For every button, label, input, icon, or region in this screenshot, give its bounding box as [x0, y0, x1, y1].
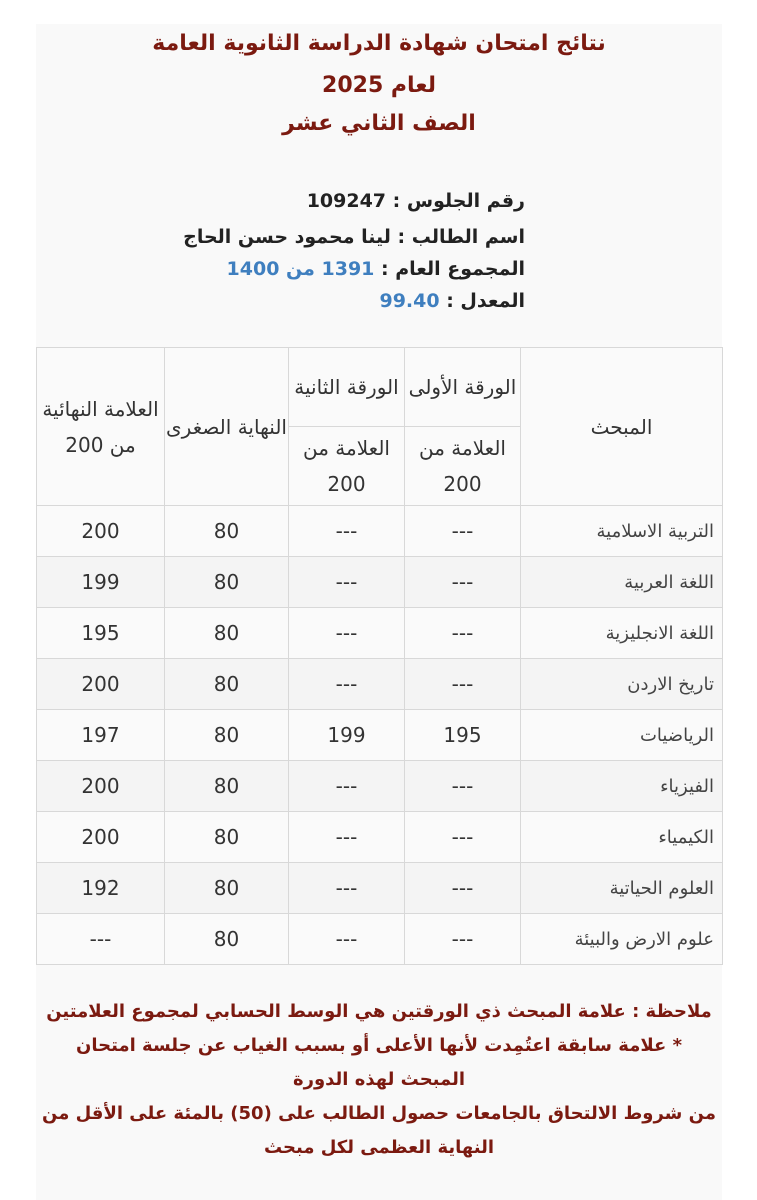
min-cell: 80 — [165, 761, 289, 812]
table-row — [37, 761, 723, 812]
subject-cell: العلوم الحياتية — [521, 863, 723, 914]
min-cell: 80 — [165, 914, 289, 965]
final-cell: 192 — [37, 863, 165, 914]
header-paper2: الورقة الثانية — [289, 348, 405, 427]
subject-cell: اللغة العربية — [521, 557, 723, 608]
header-paper1-sub: العلامة من 200 — [405, 427, 521, 506]
paper2-cell: --- — [289, 608, 405, 659]
total-row — [227, 258, 525, 280]
total-label: المجموع العام : — [381, 258, 525, 280]
min-cell: 80 — [165, 506, 289, 557]
notes-block — [36, 995, 722, 1165]
seat-number-row — [307, 190, 525, 212]
paper2-cell: --- — [289, 557, 405, 608]
paper1-cell: --- — [405, 557, 521, 608]
paper1-cell: --- — [405, 761, 521, 812]
final-cell: 197 — [37, 710, 165, 761]
results-table — [36, 347, 723, 965]
final-cell: 195 — [37, 608, 165, 659]
header-paper2-sub: العلامة من 200 — [289, 427, 405, 506]
table-row — [37, 506, 723, 557]
subject-cell: اللغة الانجليزية — [521, 608, 723, 659]
min-cell: 80 — [165, 659, 289, 710]
table-row — [37, 812, 723, 863]
paper2-cell: --- — [289, 659, 405, 710]
grade-title: الصف الثاني عشر — [282, 111, 476, 136]
note-line-2: * علامة سابقة اعتُمِدت لأنها الأعلى أو بسبب الغياب عن جلسة امتحان — [76, 1035, 682, 1056]
header-subject: المبحث — [521, 348, 723, 506]
final-cell: 199 — [37, 557, 165, 608]
student-name-label: اسم الطالب : — [397, 226, 525, 248]
header-final: العلامة النهائية من 200 — [37, 348, 165, 506]
paper1-cell: --- — [405, 608, 521, 659]
min-cell: 80 — [165, 863, 289, 914]
subject-cell: الفيزياء — [521, 761, 723, 812]
subject-cell: الكيمياء — [521, 812, 723, 863]
student-name-value: لينا محمود حسن الحاج — [183, 226, 391, 248]
seat-number-value: 109247 — [306, 190, 387, 212]
paper2-cell: --- — [289, 812, 405, 863]
final-cell: 200 — [37, 761, 165, 812]
paper1-cell: 195 — [405, 710, 521, 761]
table-row — [37, 659, 723, 710]
final-cell: --- — [37, 914, 165, 965]
note-line-5: النهاية العظمى لكل مبحث — [263, 1137, 495, 1158]
table-row — [37, 914, 723, 965]
subject-cell: علوم الارض والبيئة — [521, 914, 723, 965]
paper1-cell: --- — [405, 506, 521, 557]
min-cell: 80 — [165, 812, 289, 863]
note-line-1: ملاحظة : علامة المبحث ذي الورقتين هي الوسط الحسابي لمجموع العلامتين — [46, 1001, 712, 1022]
average-row — [379, 290, 525, 312]
paper2-cell: --- — [289, 914, 405, 965]
subject-cell: الرياضيات — [521, 710, 723, 761]
student-name-row — [183, 226, 525, 248]
min-cell: 80 — [165, 710, 289, 761]
subject-cell: التربية الاسلامية — [521, 506, 723, 557]
total-value: 1391 من 1400 — [226, 258, 375, 280]
table-row — [37, 557, 723, 608]
table-row — [37, 863, 723, 914]
paper1-cell: --- — [405, 659, 521, 710]
note-line-4: من شروط الالتحاق بالجامعات حصول الطالب على (50) بالمئة على الأقل من — [42, 1103, 716, 1124]
seat-number-label: رقم الجلوس : — [392, 190, 525, 212]
paper2-cell: 199 — [289, 710, 405, 761]
final-cell: 200 — [37, 659, 165, 710]
paper1-cell: --- — [405, 863, 521, 914]
note-line-3: المبحث لهذه الدورة — [292, 1069, 466, 1090]
exam-title: نتائج امتحان شهادة الدراسة الثانوية العامة — [152, 31, 606, 56]
exam-year: لعام 2025 — [322, 73, 436, 98]
average-value: 99.40 — [379, 290, 440, 312]
final-cell: 200 — [37, 812, 165, 863]
paper2-cell: --- — [289, 761, 405, 812]
min-cell: 80 — [165, 608, 289, 659]
header-min: النهاية الصغرى — [165, 348, 289, 506]
table-row — [37, 710, 723, 761]
min-cell: 80 — [165, 557, 289, 608]
header-paper1: الورقة الأولى — [405, 348, 521, 427]
final-cell: 200 — [37, 506, 165, 557]
paper2-cell: --- — [289, 863, 405, 914]
average-label: المعدل : — [446, 290, 525, 312]
table-row — [37, 608, 723, 659]
subject-cell: تاريخ الاردن — [521, 659, 723, 710]
paper1-cell: --- — [405, 812, 521, 863]
paper1-cell: --- — [405, 914, 521, 965]
paper2-cell: --- — [289, 506, 405, 557]
